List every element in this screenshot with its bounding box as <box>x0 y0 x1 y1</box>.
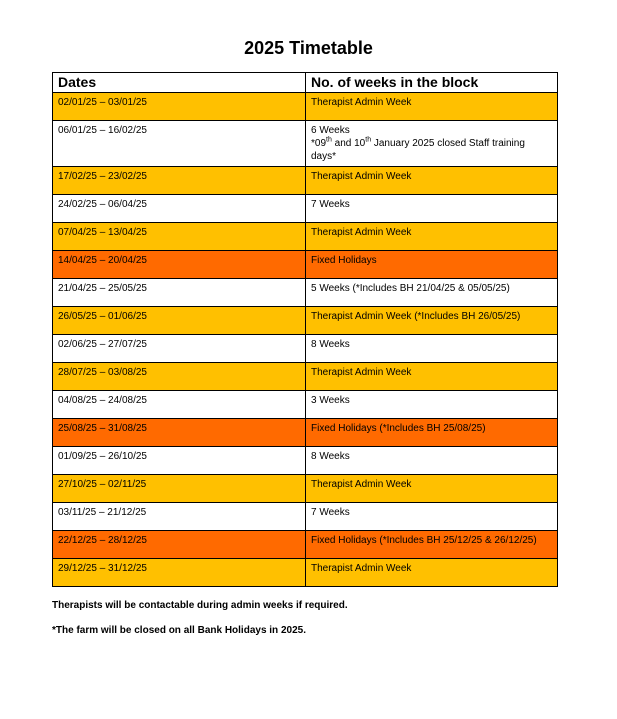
weeks-cell: Fixed Holidays <box>306 251 558 279</box>
table-row <box>53 251 558 279</box>
dates-cell: 26/05/25 – 01/06/25 <box>53 307 306 335</box>
weeks-cell: 8 Weeks <box>306 447 558 475</box>
weeks-cell: 7 Weeks <box>306 195 558 223</box>
note-rest: January 2025 closed Staff training days* <box>311 138 525 162</box>
weeks-cell: Therapist Admin Week <box>306 223 558 251</box>
page-title: 2025 Timetable <box>244 38 373 58</box>
training-note: *09th and 10th January 2025 closed Staff training days* <box>311 136 525 162</box>
table-row <box>53 307 558 335</box>
dates-cell: 25/08/25 – 31/08/25 <box>53 419 306 447</box>
weeks-value: 6 Weeks <box>311 125 350 136</box>
admin-contact-note: Therapists will be contactable during admin weeks if required. <box>52 600 348 611</box>
table-row <box>53 167 558 195</box>
table-row <box>53 195 558 223</box>
table-row <box>53 223 558 251</box>
table-row <box>53 531 558 559</box>
header-weeks: No. of weeks in the block <box>306 73 558 93</box>
timetable <box>52 72 558 587</box>
table-row <box>53 475 558 503</box>
weeks-cell: Therapist Admin Week <box>306 167 558 195</box>
table-row <box>53 447 558 475</box>
weeks-cell: Fixed Holidays (*Includes BH 25/08/25) <box>306 419 558 447</box>
note-sup1: th <box>326 136 332 144</box>
weeks-cell <box>306 121 558 167</box>
header-dates: Dates <box>53 73 306 93</box>
table-row <box>53 503 558 531</box>
weeks-cell: 5 Weeks (*Includes BH 21/04/25 & 05/05/25) <box>306 279 558 307</box>
table-row <box>53 559 558 587</box>
dates-cell: 01/09/25 – 26/10/25 <box>53 447 306 475</box>
dates-cell: 21/04/25 – 25/05/25 <box>53 279 306 307</box>
table-row <box>53 335 558 363</box>
dates-cell: 29/12/25 – 31/12/25 <box>53 559 306 587</box>
dates-cell: 03/11/25 – 21/12/25 <box>53 503 306 531</box>
weeks-cell: Therapist Admin Week <box>306 93 558 121</box>
table-row <box>53 279 558 307</box>
weeks-cell: Fixed Holidays (*Includes BH 25/12/25 & 26/12/25) <box>306 531 558 559</box>
bank-holiday-note: *The farm will be closed on all Bank Holidays in 2025. <box>52 625 306 636</box>
dates-cell: 17/02/25 – 23/02/25 <box>53 167 306 195</box>
dates-cell: 22/12/25 – 28/12/25 <box>53 531 306 559</box>
dates-cell: 02/06/25 – 27/07/25 <box>53 335 306 363</box>
table-row <box>53 391 558 419</box>
dates-cell: 06/01/25 – 16/02/25 <box>53 121 306 167</box>
weeks-cell: Therapist Admin Week <box>306 475 558 503</box>
dates-cell: 28/07/25 – 03/08/25 <box>53 363 306 391</box>
weeks-cell: 3 Weeks <box>306 391 558 419</box>
table-row <box>53 363 558 391</box>
dates-cell: 07/04/25 – 13/04/25 <box>53 223 306 251</box>
dates-cell: 24/02/25 – 06/04/25 <box>53 195 306 223</box>
table-row <box>53 93 558 121</box>
table-row <box>53 419 558 447</box>
weeks-cell: 8 Weeks <box>306 335 558 363</box>
weeks-cell: Therapist Admin Week (*Includes BH 26/05/25) <box>306 307 558 335</box>
dates-cell: 04/08/25 – 24/08/25 <box>53 391 306 419</box>
weeks-cell: Therapist Admin Week <box>306 559 558 587</box>
dates-cell: 02/01/25 – 03/01/25 <box>53 93 306 121</box>
header-row <box>53 73 558 93</box>
weeks-cell: Therapist Admin Week <box>306 363 558 391</box>
dates-cell: 27/10/25 – 02/11/25 <box>53 475 306 503</box>
note-sup2: th <box>365 136 372 144</box>
dates-cell: 14/04/25 – 20/04/25 <box>53 251 306 279</box>
note-day1: 09 <box>314 138 327 149</box>
note-and: and 10 <box>331 138 366 149</box>
table-row <box>53 121 558 167</box>
weeks-cell: 7 Weeks <box>306 503 558 531</box>
